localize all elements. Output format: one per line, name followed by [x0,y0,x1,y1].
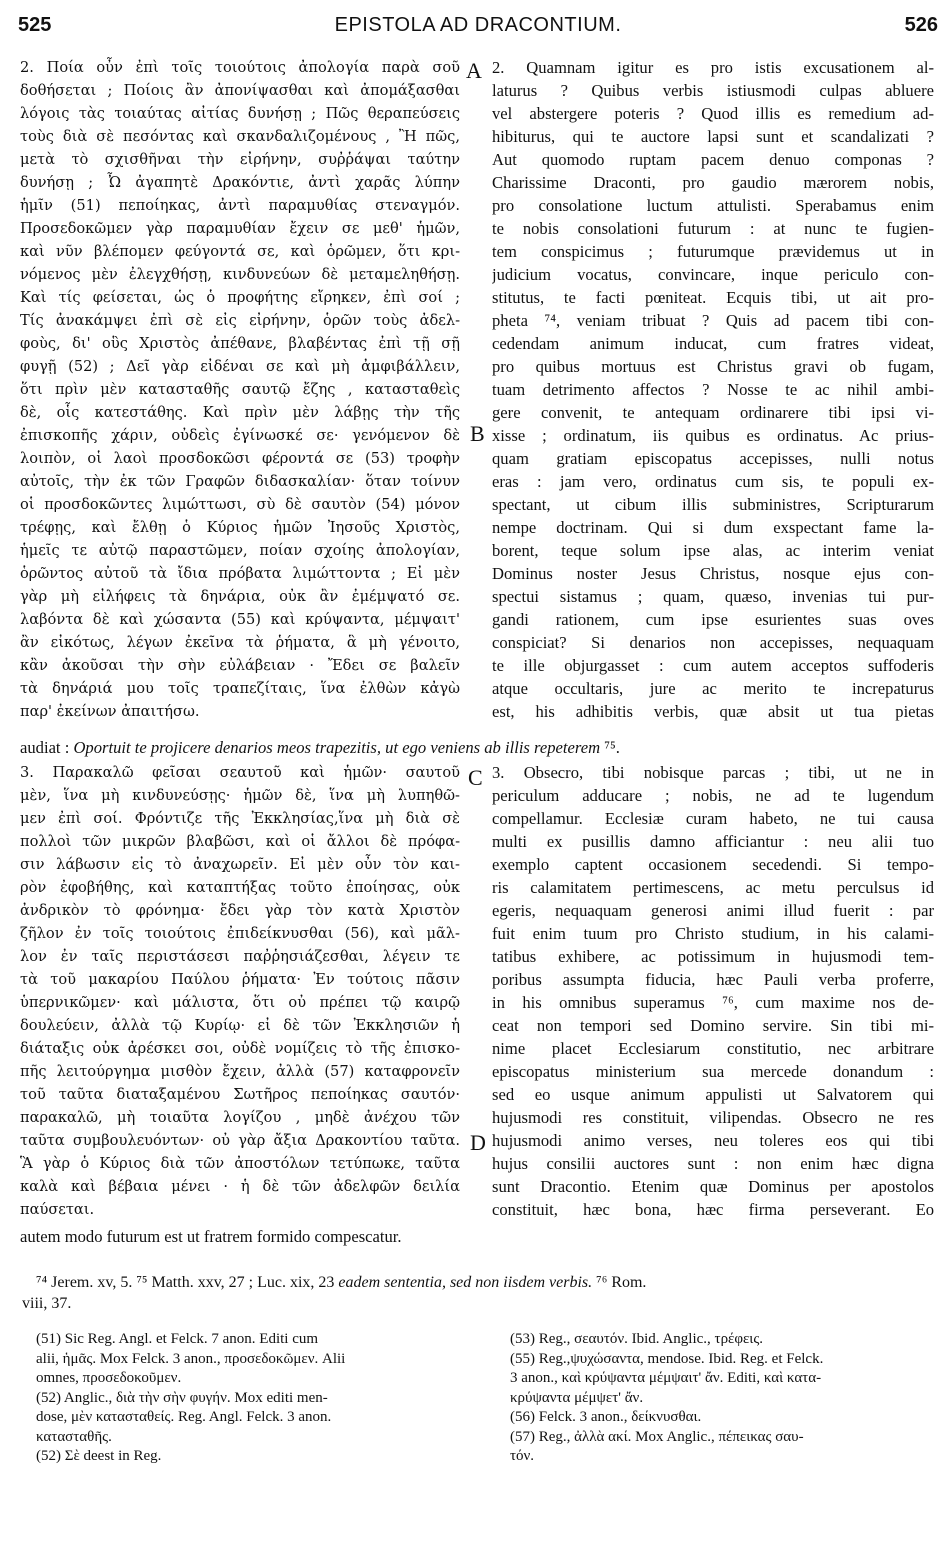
latin-text-line: compellamur. Ecclesiæ curam habeto, ne tui causa [492,809,934,828]
greek-text-line: σιν λάβωσιν εἰς τὸ ἀναχωρεῖν. Εἰ μὲν οὖν τὸν και- [20,856,460,873]
latin-text-line: sunt Dracontio. Etenim quæ Dominus per apostolos [492,1177,934,1196]
greek-text-line: ἀνδρικὸν τὸ φρόνημα· ἔδει γὰρ τὸν κατὰ Χριστὸν [20,902,460,919]
latin-text-line: conspiciat? Si denarios non accepisses, nequaquam [492,633,934,652]
latin-text-line: spectui sistamus ; quam, quæso, invenias tui pur- [492,587,934,606]
latin-text-line: tem conspicimus ; futurumque prævidemus ut in [492,242,934,261]
page-number-right: 526 [904,14,938,36]
latin-text-line: egeris, nequaquam generosi animi illud fuerit : par [492,901,934,920]
greek-text-line: ἐπισκοπῆς χάριν, οὐδεὶς ἐγίνωσκέ σε· γενόμενον δὲ [20,427,460,444]
greek-text-line: ἡμεῖς τε αὐτῷ παραστῶμεν, ποίαν σχοίης ἀπολογίαν, [20,542,460,559]
latin-text-line: sed eo usque animum appulisti ut Salvatorem qui [492,1085,934,1104]
greek-text-line: Προσεδοκῶμεν γὰρ παραμυθίαν ἔχειν σε μεθ' ἡμῶν, [20,220,460,237]
greek-text-line: τὰ δηνάριά μου τοῖς τραπεζίταις, ἵνα ἐλθὼν κἀγὼ [20,680,460,697]
greek-text-line: Τίς ἀνακάμψει ἐπὶ σὲ εἰς εἰρήνην, ὁρῶν τοὺς ἀδελ- [20,312,460,329]
greek-text-line: παύσεται. [20,1201,95,1218]
page-number-left: 525 [18,14,52,36]
footnotes-left [36,1330,466,1467]
latin-text-line: tuam detrimento affectos ? Nosse te ac nihil ambi- [492,380,934,399]
footnote-line: κατασταθῆς. [36,1428,112,1445]
latin-text-line: pheta ⁷⁴, veniam tribuat ? Quis ad pacem tibi con- [492,311,934,330]
latin-text-line: quam gratiam episcopatus accepisses, nulli notus [492,449,934,468]
greek-text-line: φυγῇ (52) ; Δεῖ γὰρ εἰδέναι σε καὶ μὴ ἀμφιβάλλειν, [20,358,460,375]
footnote-line: (52) Σὲ deest in Reg. [36,1448,162,1464]
greek-text-line: Ἃ γὰρ ὁ Κύριος διὰ τῶν ἀποστόλων τετύπωκε, ταῦτα [20,1155,460,1172]
latin-text-line: te ille objurgasset : cum autem acceptos suffoderis [492,656,934,675]
greek-text-line: τρέφῃς, καὶ ἔλθῃ ὁ Κύριος ἡμῶν Ἰησοῦς Χριστὸς, [20,519,460,536]
greek-text-line: καὶ νῦν βλέπομεν φεύγοντά σε, καὶ ὁρῶμεν, ὅτι κρι- [20,243,460,260]
references-line-2: viii, 37. [22,1295,72,1312]
latin-text-line: multi ex pusillis damno afficiantur : neu alii tuo [492,832,934,851]
greek-text-line: 3. Παρακαλῶ φεῖσαι σεαυτοῦ καὶ ἡμῶν· σαυτοῦ [20,764,460,781]
footnote-line: (55) Reg.,ψυχώσαντα, mendose. Ibid. Reg. et Felck. [510,1350,824,1367]
latin-text-line: fuit enim tuum pro Christo studium, in his calami- [492,924,934,943]
greek-text-line: Καὶ τίς φείσεται, ὡς ὁ προφήτης εἴρηκεν, ἐπὶ σοί ; [20,289,460,306]
latin-text-line: tatibus exhibere, ac potissimum in hujusmodi tem- [492,947,934,966]
latin-text-line: poribus assumpta fiducia, hæc Pauli verba proferre, [492,970,934,989]
greek-text-line: πολλοὶ τῶν μικρῶν βλαβῶσι, καὶ οἱ ἄλλοι δὲ πρόφα- [20,833,460,850]
greek-text-line: ἡμῖν (51) πεποίηκας, ἀντὶ παραμυθίας στεναγμόν. [20,197,460,214]
greek-text-line: παρ' ἐκείνων ἀπαιτήσω. [20,703,200,720]
latin-text-line: hujusmodi animo verses, neu toleres eos qui tibi [492,1131,934,1150]
bridge-line-quote: Oportuit te projicere denarios meos trapezitis, ut ego veniens ab illis repeterem [73,738,601,757]
latin-text-line: judicium vocatus, convincare, inque periculo con- [492,265,934,284]
greek-text-line: ταῦτα συμβουλευόντων· οὐ γὰρ ἄξια Δρακοντίου ταῦτα. [20,1132,460,1149]
latin-text-line: cedendam animum inducat, cum fratres videat, [492,334,934,353]
margin-marker-d: D [470,1130,486,1155]
latin-text-line: atque occultaris, jure ac merito te increpaturus [492,679,934,698]
latin-text-line: periculum adducare ; nobis, ne ad te lugendum [492,786,934,805]
greek-text-line: μὲν, ἵνα μὴ κινδυνεύσῃς· ἡμῶν δὲ, ἵνα μὴ λυπηθῶ- [20,787,460,804]
footnote-line: τόν. [510,1448,535,1464]
latin-text-line: vel abstergere poteris ? Quod illis es remedium ad- [492,104,934,123]
page-header [18,14,938,44]
latin-text-line: Dominus noster Jesus Christus, nosque ejus con- [492,564,934,583]
latin-text-line: ris calamitatem pertimescens, ac metu perculsus id [492,878,934,897]
latin-text-line: hujus consilii auctores sunt : non enim hæc digna [492,1154,934,1173]
footnote-line: (52) Anglic., διὰ τὴν σὴν φυγήν. Mox editi men- [36,1389,328,1406]
greek-text-line: μετὰ τὸ σχισθῆναι τὴν εἰρήνην, συῤῥάψαι ταύτην [20,151,460,168]
latin-text-line: stitutus, te facti pœniteat. Ecquis tibi, ut ait pro- [492,288,934,307]
references-line-1 [36,1272,934,1293]
greek-column-section-2 [20,56,460,723]
greek-text-line: δοθήσεται ; Ποίοις ἂν ἀπονίψασθαι καὶ ἀπομάξασθαι [20,82,460,99]
latin-text-line: borent, teque solum ipse alas, ac interim veniat [492,541,934,560]
latin-text-line: 3. Obsecro, tibi nobisque parcas ; tibi, ut ne in [492,763,934,782]
references-italic-note: eadem sententia, sed non iisdem verbis. [338,1274,593,1291]
latin-text-line: exemplo captent occasionem secedendi. Si tempo- [492,855,934,874]
latin-text-line: laturus ? Quibus verbis istiusmodi culpas abluere [492,81,934,100]
latin-text-line: episcopatus ministerium sua mercede donandum : [492,1062,934,1081]
greek-text-line: 2. Ποία οὖν ἐπὶ τοῖς τοιούτοις ἀπολογία παρὰ σοῦ [20,59,460,76]
latin-text-line: Charissime Draconti, pro gaudio mærorem nobis, [492,173,934,192]
greek-text-line: καλὰ καὶ βέβαια μένει · ἡ δὲ τῶν ἀδελφῶν δειλία [20,1178,460,1195]
latin-text-line: 2. Quamnam igitur es pro istis excusationem al- [492,58,934,77]
footnote-line: (53) Reg., σεαυτόν. Ibid. Anglic., τρέφεις. [510,1331,764,1347]
greek-text-line: τοῦ ταῦτα διαταξαμένου Σωτῆρος πεποίηκας σαυτόν· [20,1086,460,1103]
greek-text-line: οἱ προσδοκῶντες λιμώττωσι, σὺ δὲ σαυτὸν (54) μόνον [20,496,460,513]
greek-text-line: τὰ τοῦ μακαρίου Παύλου ῥήματα· Ἐν τούτοις πᾶσιν [20,971,460,988]
latin-text-line: ceat non tempori sed Domino servire. Sin tibi mi- [492,1016,934,1035]
greek-text-line: ρὸν ἐφοβήθης, καὶ καταπτήξας τοῦτο ἐποίησας, οὐκ [20,879,460,896]
greek-text-line: κἂν ἀκοῦσαι τὴν σὴν εὐλάβειαν · Ἔδει σε βαλεῖν [20,657,460,674]
bridge-line-final: autem modo futurum est ut fratrem formido compescatur. [20,1227,402,1246]
latin-column-section-3 [492,761,934,1221]
latin-text-line: hibiturus, qui te auctore lapsi sunt et scandalizati ? [492,127,934,146]
greek-text-line: γὰρ μὴ εἰλήφεις τὰ δηνάρια, οὐκ ἂν ἐμέμψατό σε. [20,588,460,605]
greek-text-line: φοὺς, δι' οὓς Χριστὸς ἀπέθανε, βλαβέντας ἐπὶ τῇ σῇ [20,335,460,352]
greek-text-line: ὑπερνικῶμεν· καὶ μάλιστα, ὅτι οὐ πρέπει τῷ καιρῷ [20,994,460,1011]
greek-text-line: διάταξις οὐκ ἀρέσκει σοι, οὐδὲ νομίζεις τὸ τῆς ἐπισκο- [20,1040,460,1057]
margin-marker-a: A [466,58,482,83]
greek-text-line: ζῆλον ἐν τοῖς τοιούτοις ἐπιδείκνυσθαι (56), καὶ μᾶλ- [20,925,460,942]
footnote-line: κρύψαντα μέμψετ' ἄν. [510,1389,644,1406]
running-title: EPISTOLA AD DRACONTIUM. [334,14,622,36]
latin-text-line: spectant, ut cibum illis subministres, Scripturarum [492,495,934,514]
bridge-line-ref: ⁷⁵. [600,738,620,757]
greek-text-line: δὲ, οἷς κατεστάθης. Καὶ πρὶν μὲν λάβῃς τὴν τῆς [20,404,460,421]
latin-text-line: xisse ; ordinatum, iis quibus es ordinatus. Ac prius- [492,426,934,445]
greek-text-line: λαβόντα δὲ καὶ χώσαντα (55) καὶ κρύψαντα, μέμψαιτ' [20,611,460,628]
latin-column-section-2 [492,56,934,723]
references-text: ⁷⁴ Jerem. xv, 5. ⁷⁵ Matth. xxv, 27 ; Luc. xix, 23 [36,1274,339,1291]
latin-text-line: constituit, hæc bona, hæc firma perseverant. Eo [492,1200,934,1219]
greek-text-line: δουλεύειν, ἀλλὰ τῷ Κυρίῳ· εἰ δὲ τῶν Ἐκκλησιῶν ἡ [20,1017,460,1034]
latin-text-line: pro quibus mortuus est Christus gravi ob fugam, [492,357,934,376]
latin-text-line: Aut quomodo ruptam pacem denuo componas ? [492,150,934,169]
greek-text-line: ὅτι πρὶν μὲν κατασταθῆς σαυτῷ ἔζης , κατασταθεὶς [20,381,460,398]
scripture-references [22,1272,934,1314]
bridge-line-audiat [20,736,934,759]
latin-text-line: eras : jam vero, ordinatus cum sis, te populi ex- [492,472,934,491]
latin-text-line: pro consolatione luctum attulisti. Sperabamus enim [492,196,934,215]
greek-column-section-3 [20,761,460,1221]
margin-marker-c: C [468,765,483,790]
footnote-line: (57) Reg., ἀλλὰ ακί. Mox Anglic., πέπεικας σαυ- [510,1428,804,1445]
greek-text-line: τοὺς διὰ σὲ πεσόντας καὶ σκανδαλιζομένους , Ἢ πῶς, [20,128,460,145]
references-rom: ⁷⁶ Rom. [592,1274,647,1291]
footnote-line: (56) Felck. 3 anon., δείκνυσθαι. [510,1409,702,1425]
greek-text-line: μεν ἐπὶ σοί. Φρόντιζε τῆς Ἐκκλησίας,ἵνα μὴ διὰ σὲ [20,810,460,827]
latin-text-line: nime placet Ecclesiarum constitutio, nec arbitrare [492,1039,934,1058]
latin-text-line: in his omnibus superamus ⁷⁶, cum maxime nos de- [492,993,934,1012]
footnote-line: omnes, προσεδοκοῦμεν. [36,1370,182,1386]
footnote-line: (51) Sic Reg. Angl. et Felck. 7 anon. Editi cum [36,1331,319,1347]
latin-text-line: est, his adhibitis verbis, quæ absit ut tua pietas [492,702,934,721]
latin-text-line: gandi rationem, cum ipse esurientes suas oves [492,610,934,629]
greek-text-line: ἂν εἰκότως, λέγων ἐκεῖνα τὰ ῥήματα, ἃ μὴ γένοιτο, [20,634,460,651]
greek-text-line: αὐτοῖς, τὴν ἐκ τῶν Γραφῶν διδασκαλίαν· ὅταν τοίνυν [20,473,460,490]
greek-text-line: δυνήσῃ ; Ὦ ἀγαπητὲ Δρακόντιε, ἀντὶ χαρᾶς λύπην [20,174,460,191]
greek-text-line: πῆς λειτούργημα μισθὸν ἔχειν, ἀλλὰ (57) καταφρονεῖν [20,1063,460,1080]
footnote-line: alii, ἡμᾶς. Mox Felck. 3 anon., προσεδοκῶμεν. Alii [36,1350,346,1367]
greek-text-line: λον ἐν ταῖς περιστάσεσι παῤῥησιάζεσθαι, λέγειν τε [20,948,460,965]
bridge-line-prefix: audiat : [20,738,74,757]
latin-text-line: te nobis consolationi futurum : at nunc te fugien- [492,219,934,238]
footnote-line: dose, μὲν κατασταθείς. Reg. Angl. Felck. 3 anon. [36,1409,332,1425]
latin-text-line: nempe doctrinam. Qui si dum exspectant fame la- [492,518,934,537]
greek-text-line: ὁρῶντος αὐτοῦ τὰ ἴδια πρόβατα λιμώττοντα ; Εἰ μὲν [20,565,460,582]
greek-text-line: νόμενος μὲν ἐλεγχθήσῃ, κινδυνεύων δὲ μεταμεληθήσῃ. [20,266,460,283]
footnote-line: 3 anon., καὶ κρύψαντα μέμψαιτ' ἄν. Editi, καὶ κατα- [510,1370,822,1386]
footnotes-right [510,1330,934,1467]
latin-text-line: gere convenit, te antequam ordinarere tibi ipsi vi- [492,403,934,422]
margin-marker-b: B [470,421,485,446]
greek-text-line: λοιπὸν, οἱ λαοὶ προσδοκῶσι φέροντά σε (53) τροφὴν [20,450,460,467]
greek-text-line: λόγοις τὰς τοιαύτας αἰτίας δυνήσῃ ; Πῶς θεραπεύσεις [20,105,460,122]
latin-text-line: hujusmodi res constituit, vilipendas. Obsecro ne res [492,1108,934,1127]
greek-text-line: παρακαλῶ, μὴ τοιαῦτα λογίζου , μηδὲ ἀνέχου τῶν [20,1109,460,1126]
